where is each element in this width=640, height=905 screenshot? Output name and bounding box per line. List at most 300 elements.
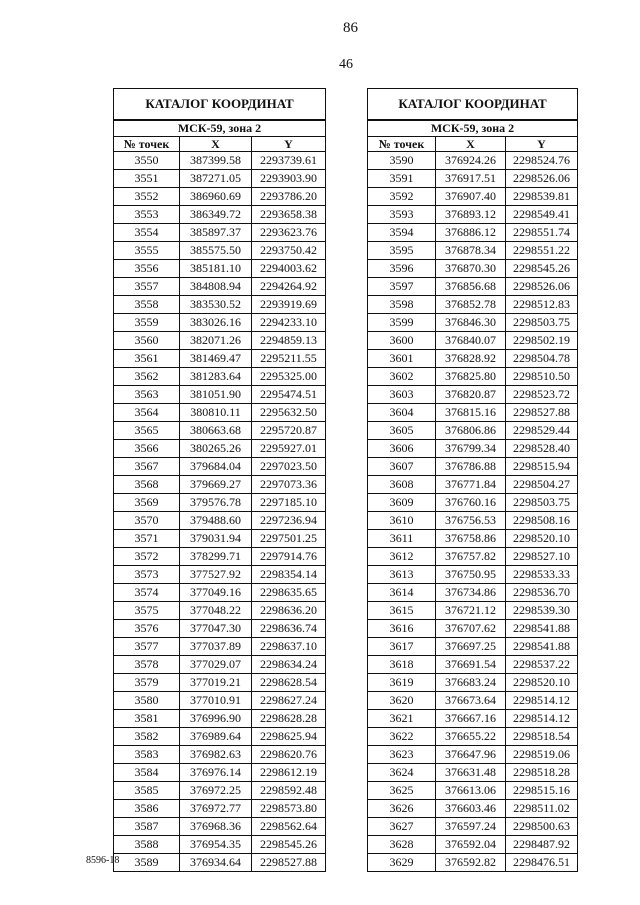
point-number-cell: 3573 [114, 566, 180, 584]
table-row [368, 620, 578, 638]
x-coordinate-cell: 376934.64 [180, 854, 252, 872]
x-coordinate-cell: 376734.86 [436, 584, 506, 602]
point-number-cell: 3568 [114, 476, 180, 494]
x-coordinate-cell: 379031.94 [180, 530, 252, 548]
y-coordinate-cell: 2298504.78 [506, 350, 578, 368]
x-coordinate-cell: 377029.07 [180, 656, 252, 674]
table-row [368, 422, 578, 440]
point-number-cell: 3590 [368, 152, 436, 170]
coordinate-catalog-table-right [367, 88, 578, 872]
x-coordinate-cell: 376707.62 [436, 620, 506, 638]
table-row [114, 710, 326, 728]
table-row [368, 818, 578, 836]
column-header-point: № точек [114, 137, 180, 152]
point-number-cell: 3597 [368, 278, 436, 296]
table-row [368, 476, 578, 494]
table-row [368, 836, 578, 854]
table-row [368, 206, 578, 224]
point-number-cell: 3612 [368, 548, 436, 566]
y-coordinate-cell: 2298519.06 [506, 746, 578, 764]
point-number-cell: 3564 [114, 404, 180, 422]
table-row [368, 566, 578, 584]
x-coordinate-cell: 376828.92 [436, 350, 506, 368]
table-row [368, 548, 578, 566]
y-coordinate-cell: 2293903.90 [252, 170, 326, 188]
x-coordinate-cell: 376893.12 [436, 206, 506, 224]
point-number-cell: 3580 [114, 692, 180, 710]
point-number-cell: 3559 [114, 314, 180, 332]
table-row [114, 764, 326, 782]
x-coordinate-cell: 377037.89 [180, 638, 252, 656]
table-row [114, 530, 326, 548]
point-number-cell: 3582 [114, 728, 180, 746]
x-coordinate-cell: 376924.26 [436, 152, 506, 170]
x-coordinate-cell: 376771.84 [436, 476, 506, 494]
point-number-cell: 3601 [368, 350, 436, 368]
y-coordinate-cell: 2297073.36 [252, 476, 326, 494]
table-row [368, 260, 578, 278]
point-number-cell: 3598 [368, 296, 436, 314]
y-coordinate-cell: 2298518.54 [506, 728, 578, 746]
table-row [114, 188, 326, 206]
x-coordinate-cell: 387399.58 [180, 152, 252, 170]
table-row [114, 800, 326, 818]
x-coordinate-cell: 376820.87 [436, 386, 506, 404]
x-coordinate-cell: 376597.24 [436, 818, 506, 836]
table-row [368, 764, 578, 782]
table-row [368, 656, 578, 674]
table-row [114, 746, 326, 764]
x-coordinate-cell: 376840.07 [436, 332, 506, 350]
y-coordinate-cell: 2298541.88 [506, 638, 578, 656]
y-coordinate-cell: 2298529.44 [506, 422, 578, 440]
y-coordinate-cell: 2298503.75 [506, 494, 578, 512]
table-row [368, 602, 578, 620]
point-number-cell: 3570 [114, 512, 180, 530]
point-number-cell: 3615 [368, 602, 436, 620]
table-row [368, 440, 578, 458]
point-number-cell: 3578 [114, 656, 180, 674]
y-coordinate-cell: 2298500.63 [506, 818, 578, 836]
table-row [114, 656, 326, 674]
y-coordinate-cell: 2298637.10 [252, 638, 326, 656]
point-number-cell: 3595 [368, 242, 436, 260]
footer-code: 8596-18 [86, 855, 120, 866]
point-number-cell: 3614 [368, 584, 436, 602]
y-coordinate-cell: 2295325.00 [252, 368, 326, 386]
y-coordinate-cell: 2298636.74 [252, 620, 326, 638]
y-coordinate-cell: 2295720.87 [252, 422, 326, 440]
table-row [368, 638, 578, 656]
point-number-cell: 3589 [114, 854, 180, 872]
table-row [368, 296, 578, 314]
table-row [114, 512, 326, 530]
table-row [368, 350, 578, 368]
table-row [368, 530, 578, 548]
table-row [114, 836, 326, 854]
y-coordinate-cell: 2298476.51 [506, 854, 578, 872]
x-coordinate-cell: 381283.64 [180, 368, 252, 386]
point-number-cell: 3622 [368, 728, 436, 746]
point-number-cell: 3554 [114, 224, 180, 242]
x-coordinate-cell: 381051.90 [180, 386, 252, 404]
x-coordinate-cell: 376846.30 [436, 314, 506, 332]
table-row [368, 584, 578, 602]
table-row [114, 566, 326, 584]
table-row [368, 800, 578, 818]
table-row [114, 728, 326, 746]
table-row [368, 854, 578, 872]
y-coordinate-cell: 2298551.74 [506, 224, 578, 242]
column-header-x: X [180, 137, 252, 152]
point-number-cell: 3550 [114, 152, 180, 170]
point-number-cell: 3619 [368, 674, 436, 692]
x-coordinate-cell: 376647.96 [436, 746, 506, 764]
table-row [368, 188, 578, 206]
point-number-cell: 3579 [114, 674, 180, 692]
point-number-cell: 3592 [368, 188, 436, 206]
point-number-cell: 3577 [114, 638, 180, 656]
point-number-cell: 3594 [368, 224, 436, 242]
table-subtitle: МСК-59, зона 2 [114, 120, 326, 137]
table-row [368, 728, 578, 746]
y-coordinate-cell: 2298549.41 [506, 206, 578, 224]
table-row [114, 854, 326, 872]
y-coordinate-cell: 2298539.81 [506, 188, 578, 206]
x-coordinate-cell: 376976.14 [180, 764, 252, 782]
point-number-cell: 3562 [114, 368, 180, 386]
table-row [114, 206, 326, 224]
point-number-cell: 3607 [368, 458, 436, 476]
point-number-cell: 3606 [368, 440, 436, 458]
table-row [114, 404, 326, 422]
column-header-x: X [436, 137, 506, 152]
y-coordinate-cell: 2298562.64 [252, 818, 326, 836]
x-coordinate-cell: 380265.26 [180, 440, 252, 458]
table-row [114, 224, 326, 242]
y-coordinate-cell: 2298508.16 [506, 512, 578, 530]
y-coordinate-cell: 2298526.06 [506, 170, 578, 188]
y-coordinate-cell: 2298612.19 [252, 764, 326, 782]
table-row [368, 224, 578, 242]
table-row [114, 440, 326, 458]
y-coordinate-cell: 2294859.13 [252, 332, 326, 350]
table-row [114, 422, 326, 440]
x-coordinate-cell: 377047.30 [180, 620, 252, 638]
y-coordinate-cell: 2297185.10 [252, 494, 326, 512]
point-number-cell: 3617 [368, 638, 436, 656]
point-number-cell: 3620 [368, 692, 436, 710]
point-number-cell: 3558 [114, 296, 180, 314]
x-coordinate-cell: 386349.72 [180, 206, 252, 224]
x-coordinate-cell: 383026.16 [180, 314, 252, 332]
y-coordinate-cell: 2295474.51 [252, 386, 326, 404]
x-coordinate-cell: 376673.64 [436, 692, 506, 710]
y-coordinate-cell: 2298520.10 [506, 530, 578, 548]
table-row [114, 296, 326, 314]
y-coordinate-cell: 2293739.61 [252, 152, 326, 170]
point-number-cell: 3605 [368, 422, 436, 440]
x-coordinate-cell: 376886.12 [436, 224, 506, 242]
point-number-cell: 3556 [114, 260, 180, 278]
point-number-cell: 3586 [114, 800, 180, 818]
y-coordinate-cell: 2298504.27 [506, 476, 578, 494]
point-number-cell: 3584 [114, 764, 180, 782]
x-coordinate-cell: 377527.92 [180, 566, 252, 584]
page-number: 86 [343, 20, 358, 36]
x-coordinate-cell: 376667.16 [436, 710, 506, 728]
point-number-cell: 3566 [114, 440, 180, 458]
table-row [114, 584, 326, 602]
y-coordinate-cell: 2297914.76 [252, 548, 326, 566]
y-coordinate-cell: 2298539.30 [506, 602, 578, 620]
x-coordinate-cell: 378299.71 [180, 548, 252, 566]
table-row [368, 278, 578, 296]
point-number-cell: 3599 [368, 314, 436, 332]
x-coordinate-cell: 383530.52 [180, 296, 252, 314]
y-coordinate-cell: 2298573.80 [252, 800, 326, 818]
point-number-cell: 3628 [368, 836, 436, 854]
x-coordinate-cell: 377010.91 [180, 692, 252, 710]
x-coordinate-cell: 376592.04 [436, 836, 506, 854]
x-coordinate-cell: 376655.22 [436, 728, 506, 746]
point-number-cell: 3588 [114, 836, 180, 854]
x-coordinate-cell: 376786.88 [436, 458, 506, 476]
x-coordinate-cell: 376799.34 [436, 440, 506, 458]
x-coordinate-cell: 376972.25 [180, 782, 252, 800]
column-header-y: Y [506, 137, 578, 152]
y-coordinate-cell: 2293658.38 [252, 206, 326, 224]
x-coordinate-cell: 376697.25 [436, 638, 506, 656]
point-number-cell: 3623 [368, 746, 436, 764]
point-number-cell: 3608 [368, 476, 436, 494]
table-row [114, 458, 326, 476]
point-number-cell: 3567 [114, 458, 180, 476]
x-coordinate-cell: 376683.24 [436, 674, 506, 692]
point-number-cell: 3625 [368, 782, 436, 800]
point-number-cell: 3574 [114, 584, 180, 602]
x-coordinate-cell: 385181.10 [180, 260, 252, 278]
y-coordinate-cell: 2298620.76 [252, 746, 326, 764]
point-number-cell: 3553 [114, 206, 180, 224]
table-row [368, 710, 578, 728]
point-number-cell: 3575 [114, 602, 180, 620]
x-coordinate-cell: 380663.68 [180, 422, 252, 440]
point-number-cell: 3581 [114, 710, 180, 728]
point-number-cell: 3571 [114, 530, 180, 548]
y-coordinate-cell: 2298502.19 [506, 332, 578, 350]
y-coordinate-cell: 2298628.28 [252, 710, 326, 728]
y-coordinate-cell: 2298514.12 [506, 710, 578, 728]
x-coordinate-cell: 376592.82 [436, 854, 506, 872]
x-coordinate-cell: 376825.80 [436, 368, 506, 386]
y-coordinate-cell: 2298625.94 [252, 728, 326, 746]
y-coordinate-cell: 2298635.65 [252, 584, 326, 602]
y-coordinate-cell: 2298541.88 [506, 620, 578, 638]
point-number-cell: 3552 [114, 188, 180, 206]
point-number-cell: 3610 [368, 512, 436, 530]
x-coordinate-cell: 376756.53 [436, 512, 506, 530]
coordinate-catalog-table-left [113, 88, 326, 872]
table-row [368, 332, 578, 350]
point-number-cell: 3585 [114, 782, 180, 800]
y-coordinate-cell: 2298634.24 [252, 656, 326, 674]
x-coordinate-cell: 377049.16 [180, 584, 252, 602]
y-coordinate-cell: 2298527.10 [506, 548, 578, 566]
point-number-cell: 3560 [114, 332, 180, 350]
point-number-cell: 3602 [368, 368, 436, 386]
y-coordinate-cell: 2297501.25 [252, 530, 326, 548]
point-number-cell: 3596 [368, 260, 436, 278]
table-row [114, 350, 326, 368]
point-number-cell: 3600 [368, 332, 436, 350]
table-row [368, 368, 578, 386]
column-header-point: № точек [368, 137, 436, 152]
table-row [114, 818, 326, 836]
point-number-cell: 3616 [368, 620, 436, 638]
x-coordinate-cell: 376760.16 [436, 494, 506, 512]
y-coordinate-cell: 2298514.12 [506, 692, 578, 710]
x-coordinate-cell: 377048.22 [180, 602, 252, 620]
point-number-cell: 3576 [114, 620, 180, 638]
point-number-cell: 3551 [114, 170, 180, 188]
x-coordinate-cell: 376603.46 [436, 800, 506, 818]
table-body [368, 152, 578, 872]
y-coordinate-cell: 2298511.02 [506, 800, 578, 818]
point-number-cell: 3587 [114, 818, 180, 836]
y-coordinate-cell: 2298518.28 [506, 764, 578, 782]
y-coordinate-cell: 2298545.26 [252, 836, 326, 854]
point-number-cell: 3604 [368, 404, 436, 422]
point-number-cell: 3563 [114, 386, 180, 404]
table-row [368, 386, 578, 404]
table-row [114, 782, 326, 800]
point-number-cell: 3613 [368, 566, 436, 584]
y-coordinate-cell: 2298512.83 [506, 296, 578, 314]
table-row [368, 494, 578, 512]
table-row [114, 548, 326, 566]
table-row [114, 386, 326, 404]
y-coordinate-cell: 2293750.42 [252, 242, 326, 260]
x-coordinate-cell: 376968.36 [180, 818, 252, 836]
table-row [368, 314, 578, 332]
y-coordinate-cell: 2298515.16 [506, 782, 578, 800]
table-row [114, 674, 326, 692]
point-number-cell: 3561 [114, 350, 180, 368]
y-coordinate-cell: 2294233.10 [252, 314, 326, 332]
x-coordinate-cell: 382071.26 [180, 332, 252, 350]
y-coordinate-cell: 2295211.55 [252, 350, 326, 368]
table-row [368, 782, 578, 800]
table-row [368, 152, 578, 170]
x-coordinate-cell: 376750.95 [436, 566, 506, 584]
point-number-cell: 3621 [368, 710, 436, 728]
sheet-number: 46 [339, 57, 353, 72]
table-title: КАТАЛОГ КООРДИНАТ [368, 89, 578, 121]
point-number-cell: 3569 [114, 494, 180, 512]
y-coordinate-cell: 2293786.20 [252, 188, 326, 206]
table-row [114, 260, 326, 278]
y-coordinate-cell: 2298551.22 [506, 242, 578, 260]
table-title: КАТАЛОГ КООРДИНАТ [114, 89, 326, 121]
x-coordinate-cell: 385897.37 [180, 224, 252, 242]
y-coordinate-cell: 2298527.88 [252, 854, 326, 872]
x-coordinate-cell: 384808.94 [180, 278, 252, 296]
x-coordinate-cell: 379684.04 [180, 458, 252, 476]
point-number-cell: 3624 [368, 764, 436, 782]
y-coordinate-cell: 2298527.88 [506, 404, 578, 422]
y-coordinate-cell: 2293623.76 [252, 224, 326, 242]
table-row [114, 494, 326, 512]
x-coordinate-cell: 379488.60 [180, 512, 252, 530]
point-number-cell: 3627 [368, 818, 436, 836]
table-row [114, 638, 326, 656]
table-row [114, 314, 326, 332]
x-coordinate-cell: 376878.34 [436, 242, 506, 260]
x-coordinate-cell: 376870.30 [436, 260, 506, 278]
point-number-cell: 3603 [368, 386, 436, 404]
x-coordinate-cell: 376806.86 [436, 422, 506, 440]
table-row [114, 368, 326, 386]
x-coordinate-cell: 381469.47 [180, 350, 252, 368]
table-row [114, 620, 326, 638]
table-row [114, 476, 326, 494]
x-coordinate-cell: 377019.21 [180, 674, 252, 692]
x-coordinate-cell: 376631.48 [436, 764, 506, 782]
x-coordinate-cell: 376907.40 [436, 188, 506, 206]
y-coordinate-cell: 2298545.26 [506, 260, 578, 278]
table-row [114, 170, 326, 188]
y-coordinate-cell: 2294264.92 [252, 278, 326, 296]
table-row [114, 602, 326, 620]
x-coordinate-cell: 385575.50 [180, 242, 252, 260]
y-coordinate-cell: 2298354.14 [252, 566, 326, 584]
table-row [368, 692, 578, 710]
point-number-cell: 3565 [114, 422, 180, 440]
point-number-cell: 3591 [368, 170, 436, 188]
point-number-cell: 3609 [368, 494, 436, 512]
x-coordinate-cell: 376721.12 [436, 602, 506, 620]
x-coordinate-cell: 376996.90 [180, 710, 252, 728]
x-coordinate-cell: 376613.06 [436, 782, 506, 800]
y-coordinate-cell: 2298503.75 [506, 314, 578, 332]
y-coordinate-cell: 2298592.48 [252, 782, 326, 800]
x-coordinate-cell: 379576.78 [180, 494, 252, 512]
table-row [114, 278, 326, 296]
point-number-cell: 3572 [114, 548, 180, 566]
y-coordinate-cell: 2298628.54 [252, 674, 326, 692]
y-coordinate-cell: 2294003.62 [252, 260, 326, 278]
y-coordinate-cell: 2298536.70 [506, 584, 578, 602]
table-row [368, 242, 578, 260]
point-number-cell: 3583 [114, 746, 180, 764]
y-coordinate-cell: 2295927.01 [252, 440, 326, 458]
y-coordinate-cell: 2298627.24 [252, 692, 326, 710]
table-row [368, 512, 578, 530]
x-coordinate-cell: 376954.35 [180, 836, 252, 854]
y-coordinate-cell: 2298523.72 [506, 386, 578, 404]
x-coordinate-cell: 376691.54 [436, 656, 506, 674]
y-coordinate-cell: 2293919.69 [252, 296, 326, 314]
table-row [368, 458, 578, 476]
table-row [114, 332, 326, 350]
y-coordinate-cell: 2298537.22 [506, 656, 578, 674]
table-row [368, 404, 578, 422]
x-coordinate-cell: 376758.86 [436, 530, 506, 548]
y-coordinate-cell: 2295632.50 [252, 404, 326, 422]
table-row [114, 152, 326, 170]
y-coordinate-cell: 2298526.06 [506, 278, 578, 296]
